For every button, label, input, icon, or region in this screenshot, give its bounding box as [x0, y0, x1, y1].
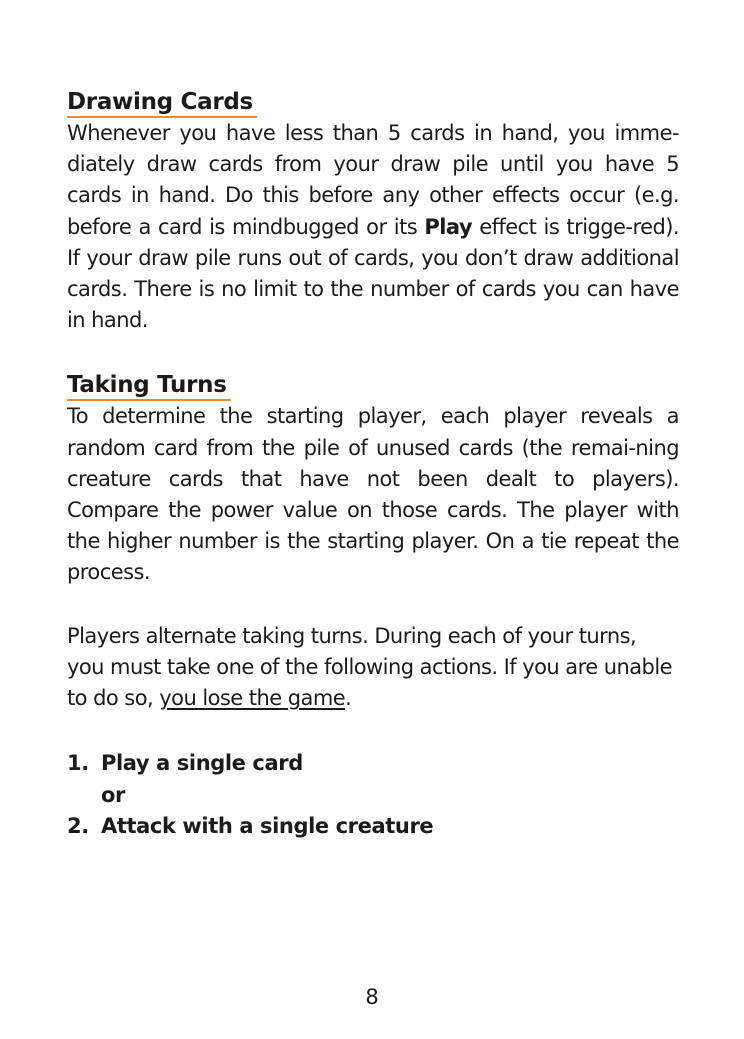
drawing-text-part2: effect is trigge-red). If your draw pile runs out of cards, you don’t draw additional cards. There is no limit to the number of cards you can have in hand.: [67, 214, 679, 333]
drawing-text-part1: Whenever you have less than 5 cards in hand, you imme-diately draw cards from your draw pile until you have 5 cards in hand. Do this before any other effects occur (e.g. before a card is mindbugged or its: [67, 121, 679, 239]
list-number: 2.: [67, 814, 89, 839]
action-list: [67, 748, 679, 843]
or-text: or: [101, 782, 125, 807]
heading-underline: [67, 399, 231, 401]
play-keyword: Play: [424, 214, 472, 239]
heading-underline: [67, 116, 257, 118]
turns-text: Players alternate taking turns. During each of your turns, you must take one of the following actions. If you are unable to do so,: [67, 623, 672, 711]
section-heading-drawing-cards: [67, 86, 253, 118]
starting-player-paragraph: To determine the starting player, each player reveals a random card from the pile of unused cards (the remai-ning creature cards that have not been dealt to players). Compare the power value on those cards. The player with the higher number is the starting player. On a tie repeat the process.: [67, 404, 679, 585]
rules-page: [67, 86, 679, 843]
section-heading-text: Taking Turns: [67, 372, 227, 399]
action-play-card: Play a single card: [101, 751, 303, 776]
lose-the-game-text: you lose the game: [159, 686, 346, 711]
or-separator: [67, 780, 679, 812]
section-heading-taking-turns: [67, 369, 227, 401]
action-attack-creature: Attack with a single creature: [101, 814, 434, 839]
page-number: 8: [365, 985, 379, 1009]
list-item: [67, 811, 679, 843]
drawing-cards-paragraph: [67, 118, 679, 336]
list-item: [67, 748, 679, 780]
turns-text-end: .: [345, 686, 352, 711]
alternate-turns-paragraph: [67, 621, 679, 715]
list-number: 1.: [67, 751, 89, 776]
section-heading-text: Drawing Cards: [67, 89, 253, 115]
